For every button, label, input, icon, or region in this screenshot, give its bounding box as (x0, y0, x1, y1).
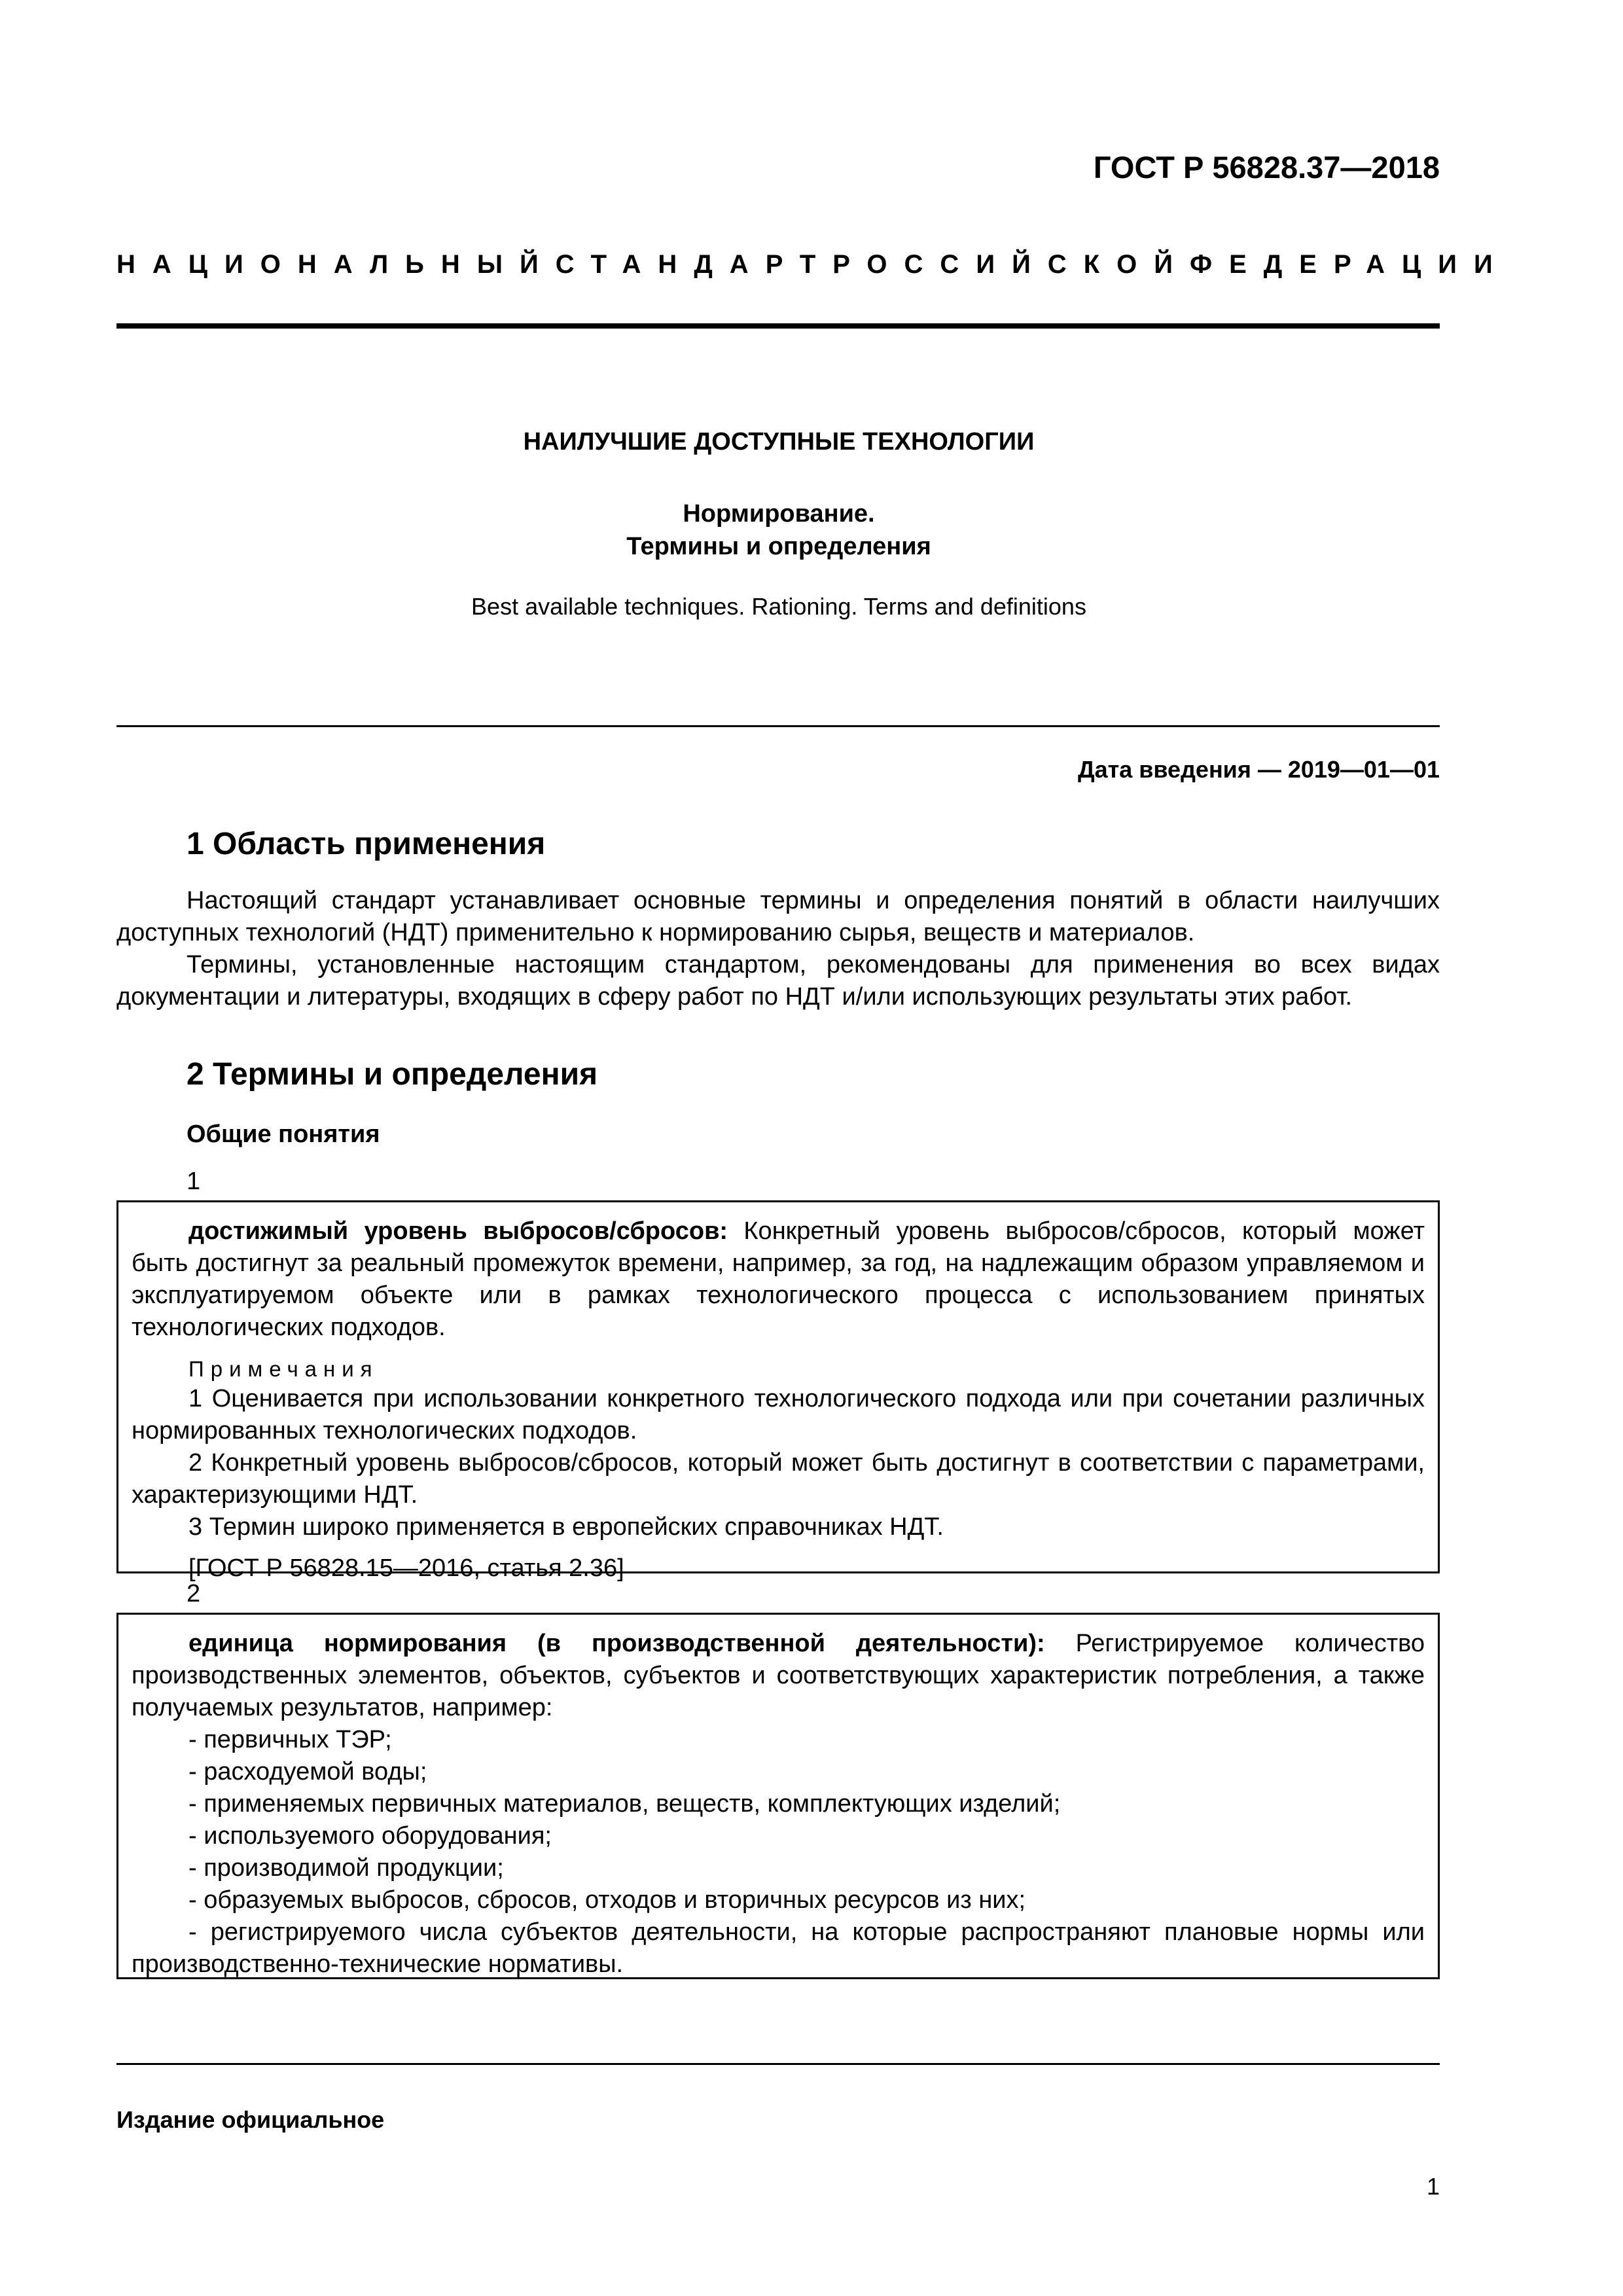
page-number: 1 (1426, 2173, 1440, 2200)
document-title: НАИЛУЧШИЕ ДОСТУПНЫЕ ТЕХНОЛОГИИ (523, 428, 1035, 456)
term-definition-text: Регистрируемое количество производственных элементов, объектов, субъектов и соответствующих характеристик потребления, а также получаемых результатов, например: (132, 1630, 1425, 1721)
list-item: - используемого оборудования; (188, 1822, 552, 1850)
list-item: - производимой продукции; (188, 1854, 504, 1882)
introduction-date: Дата введения — 2019—01—01 (1077, 756, 1440, 783)
term-reference: [ГОСТ Р 56828.15—2016, статья 2.36] (188, 1554, 624, 1582)
subtitle-line-1: Нормирование. (683, 500, 875, 528)
title-divider (116, 725, 1440, 727)
national-standard-word: СТАНДАРТ (555, 250, 833, 279)
list-item: - расходуемой воды; (188, 1758, 427, 1785)
gost-code: ГОСТ Р 56828.37—2018 (1093, 150, 1440, 185)
english-title: Best available techniques. Rationing. Terms and definitions (471, 593, 1086, 620)
note-item: 3 Термин широко применяется в европейских справочниках НДТ. (188, 1513, 944, 1541)
header-divider (116, 323, 1440, 329)
list-item: - регистрируемого числа субъектов деятельности, на которые распространяют плановые нормы или производственно-технические нормативы. (132, 1918, 1425, 1978)
section-1-paragraph-2: Термины, установленные настоящим стандартом, рекомендованы для применения во всех видах документации и литературы, входящих в сферу работ по НДТ и/или использующих результаты этих работ. (116, 951, 1440, 1011)
term-name: достижимый уровень выбросов/сбросов: (188, 1217, 728, 1245)
term-number: 2 (187, 1580, 201, 1607)
term-box-1 (116, 1200, 1440, 1582)
notes-title: Примечания (188, 1357, 379, 1381)
term-definition-text: Конкретный уровень выбросов/сбросов, который может быть достигнут за реальный промежуток времени, например, за год, на надлежащим образом управляемом и эксплуатируемом объекте или в рамках технологического процесса с использованием принятых технологических подходов. (132, 1217, 1425, 1341)
note-item: 2 Конкретный уровень выбросов/сбросов, который может быть достигнут в соответствии с параметрами, характеризующими НДТ. (132, 1449, 1425, 1509)
general-concepts-heading: Общие понятия (187, 1121, 380, 1148)
official-edition-label: Издание официальное (116, 2106, 385, 2133)
subtitle-line-2: Термины и определения (626, 533, 931, 560)
section-2-heading: 2 Термины и определения (187, 1057, 598, 1092)
national-standard-word: РОССИЙСКОЙ (832, 250, 1190, 279)
term-box-2 (116, 1613, 1440, 1979)
national-standard-line (116, 250, 1510, 279)
term-number: 1 (187, 1168, 201, 1195)
term-name: единица нормирования (в производственной деятельности): (188, 1630, 1045, 1657)
footer-divider (116, 2063, 1440, 2065)
list-item: - первичных ТЭР; (188, 1726, 392, 1753)
section-1-heading: 1 Область применения (187, 827, 546, 861)
document-subtitle (0, 497, 1558, 563)
section-1-paragraph-1: Настоящий стандарт устанавливает основные термины и определения понятий в области наилучших доступных технологий (НДТ) применительно к нормированию сырья, веществ и материалов. (116, 887, 1440, 946)
term-items-list (132, 1724, 1425, 1981)
note-item: 1 Оценивается при использовании конкретного технологического подхода или при сочетании различных нормированных технологических подходов. (132, 1385, 1425, 1444)
term-definition (132, 1628, 1425, 1724)
list-item: - применяемых первичных материалов, веществ, комплектующих изделий; (188, 1790, 1061, 1818)
list-item: - образуемых выбросов, сбросов, отходов и вторичных ресурсов из них; (188, 1886, 1026, 1914)
term-definition (132, 1215, 1425, 1344)
national-standard-word: НАЦИОНАЛЬНЫЙ (116, 250, 556, 279)
national-standard-word: ФЕДЕРАЦИИ (1189, 250, 1510, 279)
